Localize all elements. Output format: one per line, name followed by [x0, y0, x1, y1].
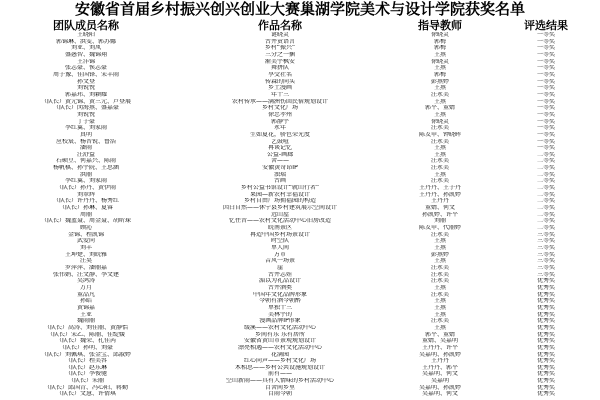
cell-members: 万月: [79, 284, 92, 291]
table-row: [0, 378, 600, 385]
table-row: [0, 145, 600, 152]
cell-work: 今朝有酒今朝醉: [258, 298, 301, 305]
table-row: [0, 245, 600, 252]
cell-members: 刘丰: [79, 245, 92, 251]
cell-work: 红心同声——乡村文化广场: [243, 358, 316, 365]
cell-work: 艺鼓喧: [270, 138, 289, 145]
cell-advisor: 董婧、何文: [424, 205, 455, 212]
cell-advisor: 彭燕婷: [430, 251, 449, 258]
cell-advisor: 吴嘉明: [430, 378, 449, 385]
cell-advisor: 王燕: [433, 258, 446, 265]
cell-work: 方市: [273, 251, 286, 258]
cell-result: 二等奖: [536, 198, 555, 205]
cell-work: 古井酒类: [267, 284, 292, 291]
cell-result: 优秀奖: [536, 378, 555, 385]
cell-advisor: 王燕: [433, 238, 446, 245]
cell-work: 漂亮相遇——农村文化活动中心: [237, 344, 322, 351]
table-row: [0, 72, 600, 79]
cell-work: 浊瑞: [273, 171, 286, 178]
cell-advisor: 王丹丹、许平: [421, 344, 458, 351]
cell-members: （队长）孙琳、夏睿: [58, 205, 113, 212]
cell-members: （队长）朱丽: [67, 378, 104, 385]
cell-result: 一等奖: [536, 78, 555, 85]
cell-work: 再谈记忆: [267, 145, 292, 152]
cell-members: 刘锐悦: [76, 111, 95, 118]
cell-result: 二等奖: [536, 225, 555, 232]
cell-advisor: 汪永美: [430, 91, 449, 98]
cell-advisor: 陈友申、钟晓晖: [418, 131, 461, 138]
cell-members: 刘亚、刘凤: [70, 45, 101, 52]
cell-advisor: 郭梅: [433, 71, 446, 78]
cell-result: 一等奖: [536, 138, 555, 145]
cell-result: 一等奖: [536, 131, 555, 138]
table-row: [0, 312, 600, 319]
cell-advisor: 王丹丹、郭平: [421, 364, 458, 371]
cell-work: 传森的同头: [264, 78, 295, 85]
cell-members: 潘雨: [79, 145, 92, 152]
cell-result: 优秀奖: [536, 351, 555, 358]
table-row: [0, 298, 600, 305]
cell-members: 郭嘉玮、刘颖耀: [64, 91, 107, 98]
cell-work: 因白自然——休宁县乡村建筑展示空间设计: [222, 205, 337, 212]
cell-members: 郭锦琳、洪雯、郭苏娜: [55, 38, 116, 45]
cell-members: 王洋锦: [76, 58, 95, 65]
cell-result: 一等奖: [536, 111, 555, 118]
cell-work: 郭静宇: [270, 118, 289, 125]
cell-work: 湄以为礼品设计: [258, 278, 301, 285]
cell-work: 乡村文化广场: [261, 105, 298, 112]
cell-work: 皖南景区: [267, 225, 292, 232]
cell-members: 刘锐悦: [76, 85, 95, 92]
table-header: [0, 19, 600, 32]
cell-advisor: 王燕: [433, 65, 446, 72]
cell-work: 空山新雨——具有人情味的乡村活动中心: [225, 378, 334, 385]
cell-advisor: 郭平、董婧: [424, 331, 455, 338]
cell-work: 单人间: [270, 245, 289, 251]
cell-advisor: 王燕: [433, 85, 446, 92]
cell-result: 一等奖: [536, 145, 555, 152]
cell-work: 舍——: [270, 158, 289, 165]
cell-advisor: 吴嘉明、何文: [421, 391, 458, 398]
cell-members: 汪昊: [79, 258, 92, 265]
cell-work: 舞拼队: [270, 65, 289, 72]
cell-result: 二等奖: [536, 151, 555, 158]
cell-result: 三等奖: [536, 245, 555, 251]
table-row: [0, 232, 600, 239]
cell-work: 乡村公益书馆设计“就山行者”: [240, 185, 320, 192]
cell-work: 永年: [273, 125, 286, 132]
cell-advisor: 汪永美: [430, 138, 449, 145]
cell-work: 安徽黄奇昂IP: [262, 165, 298, 172]
table-row: [0, 385, 600, 392]
cell-work: 乡村自由广场拥福园的构造: [243, 198, 316, 205]
cell-work: 花满园: [270, 351, 289, 358]
cell-result: 优秀奖: [536, 311, 555, 318]
cell-result: 优秀奖: [536, 384, 555, 391]
cell-result: 二等奖: [536, 171, 555, 178]
cell-advisor: 汪永美: [430, 278, 449, 285]
cell-work: 渐美宇枫安: [264, 58, 295, 65]
table-row: [0, 252, 600, 259]
table-row: [0, 265, 600, 272]
cell-work: 漫画品牌IP形象: [259, 318, 301, 325]
table-row: [0, 92, 600, 99]
cell-result: 二等奖: [536, 218, 555, 225]
cell-result: 二等奖: [536, 211, 555, 218]
cell-members: （队长）程美容: [64, 358, 107, 365]
cell-advisor: 王燕: [433, 311, 446, 318]
cell-result: 二等奖: [536, 205, 555, 212]
cell-members: （队长）孙明、刘豪: [58, 344, 113, 351]
cell-advisor: 王丹丹: [430, 358, 449, 365]
cell-result: 优秀奖: [536, 298, 555, 305]
cell-advisor: 吴嘉明、何文: [421, 371, 458, 378]
cell-members: 孙皓: [79, 298, 92, 305]
cell-work: 再造中国乡村场景设计: [249, 231, 310, 238]
cell-members: （队长）孙丹、黄伊雨: [55, 185, 116, 192]
cell-result: 优秀奖: [536, 318, 555, 325]
cell-advisor: 王燕: [433, 151, 446, 158]
cell-work: 谜晓灵: [270, 32, 289, 38]
table-row: [0, 59, 600, 66]
cell-result: 一等奖: [536, 32, 555, 38]
cell-work: 乡土漫画: [267, 85, 292, 92]
cell-work: 缓溪——农村文化活动中心: [243, 324, 316, 331]
cell-members: （队长）邱国青、冯心阳、蒋勤: [43, 384, 128, 391]
cell-result: 优秀奖: [536, 358, 555, 365]
table-row: [0, 285, 600, 292]
table-body: [0, 32, 600, 398]
table-row: [0, 158, 600, 165]
table-row: [0, 278, 600, 285]
table-row: [0, 318, 600, 325]
cell-work: 忆往昔——农村文化活动中心旧房改造: [228, 218, 331, 225]
cell-members: 盛愚智、魏锦翔: [64, 51, 107, 58]
table-row: [0, 352, 600, 359]
column-header-advisor: 指导教师: [418, 19, 462, 32]
cell-result: 一等奖: [536, 98, 555, 105]
cell-advisor: 郭平、董婧: [424, 105, 455, 112]
cell-advisor: 徐晓灵: [430, 58, 449, 65]
table-row: [0, 45, 600, 52]
cell-advisor: 徐晓灵: [430, 32, 449, 38]
cell-advisor: 吴嘉明、孙凯婷: [418, 351, 461, 358]
cell-result: 优秀奖: [536, 331, 555, 338]
cell-result: 优秀奖: [536, 284, 555, 291]
cell-work: 三分之一捆: [264, 51, 295, 58]
cell-result: 一等奖: [536, 71, 555, 78]
cell-advisor: 徐晓灵: [430, 118, 449, 125]
cell-members: （队长）刘佩琪、张金宝、邱淑婷: [40, 351, 131, 358]
table-row: [0, 258, 600, 265]
cell-members: 杨帆棋、孙宇院、王思涵: [52, 165, 119, 172]
cell-result: 一等奖: [536, 105, 555, 112]
table-row: [0, 99, 600, 106]
cell-result: 一等奖: [536, 45, 555, 52]
cell-members: 魏雨丽: [76, 318, 95, 325]
cell-members: （队长）魏荣、孔佳芮: [55, 338, 116, 345]
table-row: [0, 119, 600, 126]
cell-work: 吉风一场景: [264, 258, 295, 265]
cell-advisor: 汪永美: [430, 264, 449, 271]
table-row: [0, 105, 600, 112]
cell-result: 一等奖: [536, 85, 555, 92]
cell-advisor: 汪永美: [430, 165, 449, 172]
table-row: [0, 225, 600, 232]
cell-work: 远山屋: [270, 211, 289, 218]
table-row: [0, 85, 600, 92]
table-row: [0, 32, 600, 39]
cell-work: 乡村“振兴”: [264, 45, 296, 52]
cell-work: 农村传承——满洲伤回民宿规划设计: [231, 98, 328, 105]
cell-advisor: 陈友申、代丽婷: [418, 225, 461, 232]
cell-advisor: 王燕: [433, 324, 446, 331]
cell-advisor: 刘丽: [433, 218, 446, 225]
table-row: [0, 345, 600, 352]
table-row: [0, 185, 600, 192]
cell-members: 周丽: [79, 211, 92, 218]
cell-result: 优秀奖: [536, 391, 555, 398]
cell-result: 三等奖: [536, 271, 555, 278]
table-row: [0, 212, 600, 219]
cell-members: 丁子豪: [76, 118, 95, 125]
cell-work: 徐忠孝州: [267, 111, 292, 118]
cell-members: 周子豫、佳国锋、宋丰雨: [52, 71, 119, 78]
cell-members: 刘翠辉: [76, 191, 95, 198]
cell-result: 优秀奖: [536, 324, 555, 331]
cell-members: 李红翼、刘家雨: [64, 178, 107, 185]
cell-members: （队长）文慧、许倩琪: [55, 391, 116, 398]
cell-members: 洪丽: [79, 171, 92, 178]
cell-members: 董品凡: [76, 291, 95, 298]
cell-work: 享受社名: [267, 71, 292, 78]
document-title: 安徽省首届乡村振兴创兴创业大赛巢湖学院美术与设计学院获奖名单: [74, 0, 525, 18]
table-row: [0, 139, 600, 146]
table-row: [0, 391, 600, 398]
award-table: [0, 19, 600, 398]
table-row: [0, 198, 600, 205]
cell-members: （队长）高涛、刘佳丽、黄静怡: [43, 324, 128, 331]
cell-advisor: 董婧、吴嘉明: [421, 338, 458, 345]
cell-work: 单独十三: [267, 304, 292, 311]
table-row: [0, 305, 600, 312]
cell-members: （队长）李俊驰: [64, 371, 107, 378]
cell-members: 李红翼、刘家雨: [64, 125, 107, 132]
cell-members: 真明: [79, 131, 92, 138]
cell-members: （队长）赵东琳: [64, 364, 107, 371]
cell-members: 张伟娟、汪文静、李文建: [52, 271, 119, 278]
cell-advisor: 王燕: [433, 298, 446, 305]
table-row: [0, 292, 600, 299]
cell-result: 优秀奖: [536, 291, 555, 298]
cell-work: 古画: [273, 178, 286, 185]
cell-advisor: 彭燕婷: [430, 78, 449, 85]
table-row: [0, 39, 600, 46]
cell-result: 三等奖: [536, 264, 555, 271]
cell-result: 优秀奖: [536, 344, 555, 351]
cell-advisor: 王燕: [433, 145, 446, 152]
cell-work: 中国年文化品牌形象: [252, 291, 307, 298]
cell-members: （队长）许丹丹、杨秀红: [52, 198, 119, 205]
cell-members: 王亚: [79, 311, 92, 318]
cell-members: （队长）魏蓝聂、周金聂、胡昕琛: [40, 218, 131, 225]
table-row: [0, 125, 600, 132]
cell-members: （队长）闵海燕、盛嘉豪: [52, 105, 119, 112]
cell-result: 三等奖: [536, 251, 555, 258]
cell-work: 古井贡语言: [264, 38, 295, 45]
cell-result: 一等奖: [536, 91, 555, 98]
cell-advisor: 王燕: [433, 51, 446, 58]
cell-members: 王坤楚、刘皖雅: [64, 251, 107, 258]
cell-work: 公益-画廊: [266, 151, 294, 158]
cell-result: 二等奖: [536, 165, 555, 172]
cell-result: 一等奖: [536, 118, 555, 125]
cell-advisor: 汪永美: [430, 178, 449, 185]
cell-result: 三等奖: [536, 231, 555, 238]
table-row: [0, 325, 600, 332]
cell-work: 年十三: [270, 91, 289, 98]
table-row: [0, 218, 600, 225]
cell-result: 三等奖: [536, 238, 555, 245]
table-row: [0, 132, 600, 139]
table-row: [0, 358, 600, 365]
cell-result: 优秀奖: [536, 338, 555, 345]
cell-advisor: 汪永美: [430, 318, 449, 325]
cell-members: 孙文登: [76, 78, 95, 85]
table-row: [0, 172, 600, 179]
cell-advisor: 汪永美: [430, 125, 449, 132]
table-row: [0, 338, 600, 345]
table-row: [0, 365, 600, 372]
cell-result: 一等奖: [536, 38, 555, 45]
column-header-members: 团队成员名称: [53, 19, 119, 32]
cell-result: 优秀奖: [536, 371, 555, 378]
cell-members: 武爱同: [76, 238, 95, 245]
cell-work: 美林宇的: [267, 311, 292, 318]
cell-result: 优秀奖: [536, 304, 555, 311]
cell-members: 吴鸿涛: [76, 278, 95, 285]
table-row: [0, 205, 600, 212]
cell-work: 百雨今朝: [267, 391, 292, 398]
cell-members: 张志豪、侯志豪: [64, 65, 107, 72]
cell-advisor: 王丹丹、王子丹: [418, 185, 461, 192]
cell-members: （队长）黄元锦、黄三元、卢登展: [40, 98, 131, 105]
cell-advisor: 王燕: [433, 171, 446, 178]
cell-work: 果园—新农村幸福设计: [249, 191, 310, 198]
cell-advisor: 汪永美: [430, 231, 449, 238]
cell-result: 优秀奖: [536, 278, 555, 285]
cell-advisor: 王丹丹、孙凯婷: [418, 191, 461, 198]
cell-members: 黄锦嘉: [76, 304, 95, 311]
table-row: [0, 178, 600, 185]
cell-advisor: 王燕: [433, 111, 446, 118]
cell-advisor: 汪永美: [430, 158, 449, 165]
column-header-result: 评选结果: [524, 19, 568, 32]
cell-result: 一等奖: [536, 58, 555, 65]
cell-members: 应校宸、杨晋锐、鲁浩: [55, 138, 116, 145]
column-header-work: 作品名称: [258, 19, 302, 32]
table-row: [0, 371, 600, 378]
cell-work: 百舍间乡里: [264, 384, 295, 391]
cell-advisor: 汪永美: [430, 291, 449, 298]
cell-members: 顾沁: [79, 225, 92, 232]
cell-advisor: 孙凯婷、许平: [421, 211, 458, 218]
table-row: [0, 332, 600, 339]
cell-result: 优秀奖: [536, 364, 555, 371]
cell-advisor: 郭梅: [433, 45, 446, 52]
cell-members: 汪舒益: [76, 151, 95, 158]
table-row: [0, 79, 600, 86]
cell-advisor: 汪永美: [430, 271, 449, 278]
table-row: [0, 152, 600, 159]
cell-members: （队长）宋乙、陈丽、佳绽媛: [46, 331, 125, 338]
table-row: [0, 165, 600, 172]
cell-advisor: 吴嘉明、孙凯婷: [418, 384, 461, 391]
cell-result: 二等奖: [536, 178, 555, 185]
cell-work: 时空队: [270, 238, 289, 245]
cell-members: 金锦、程凯锦: [67, 231, 104, 238]
table-row: [0, 238, 600, 245]
cell-members: 罗萍萍、潘丽嘉: [64, 264, 107, 271]
table-row: [0, 112, 600, 119]
cell-result: 一等奖: [536, 65, 555, 72]
cell-work: 古井志娃: [267, 271, 292, 278]
cell-work: 前有——: [267, 371, 292, 378]
cell-advisor: 王燕: [433, 304, 446, 311]
cell-result: 三等奖: [536, 258, 555, 265]
cell-result: 二等奖: [536, 158, 555, 165]
cell-members: 石硕豆、何嘉兴、陈雨: [55, 158, 116, 165]
table-row: [0, 52, 600, 59]
cell-advisor: 郭梅: [433, 38, 446, 45]
header-row: [0, 19, 600, 32]
table-row: [0, 272, 600, 279]
cell-advisor: 王燕: [433, 284, 446, 291]
table-row: [0, 65, 600, 72]
cell-work: 安徽省黄山市景观规划设计: [243, 338, 316, 345]
cell-advisor: 王燕: [433, 98, 446, 105]
cell-members: 王晓阳: [76, 32, 95, 38]
cell-advisor: 王丹丹: [430, 198, 449, 205]
cell-work: 生如夏花，骄色荣光度: [249, 131, 310, 138]
cell-result: 一等奖: [536, 51, 555, 58]
cell-work: 崖: [276, 264, 283, 271]
cell-work: 木相思——乡村公共设施规划设计: [234, 364, 325, 371]
cell-result: 二等奖: [536, 185, 555, 192]
cell-work: 乡间有乐 乐有居所: [255, 331, 305, 338]
cell-advisor: 王燕: [433, 245, 446, 251]
cell-result: 一等奖: [536, 125, 555, 132]
cell-result: 二等奖: [536, 191, 555, 198]
table-row: [0, 192, 600, 199]
